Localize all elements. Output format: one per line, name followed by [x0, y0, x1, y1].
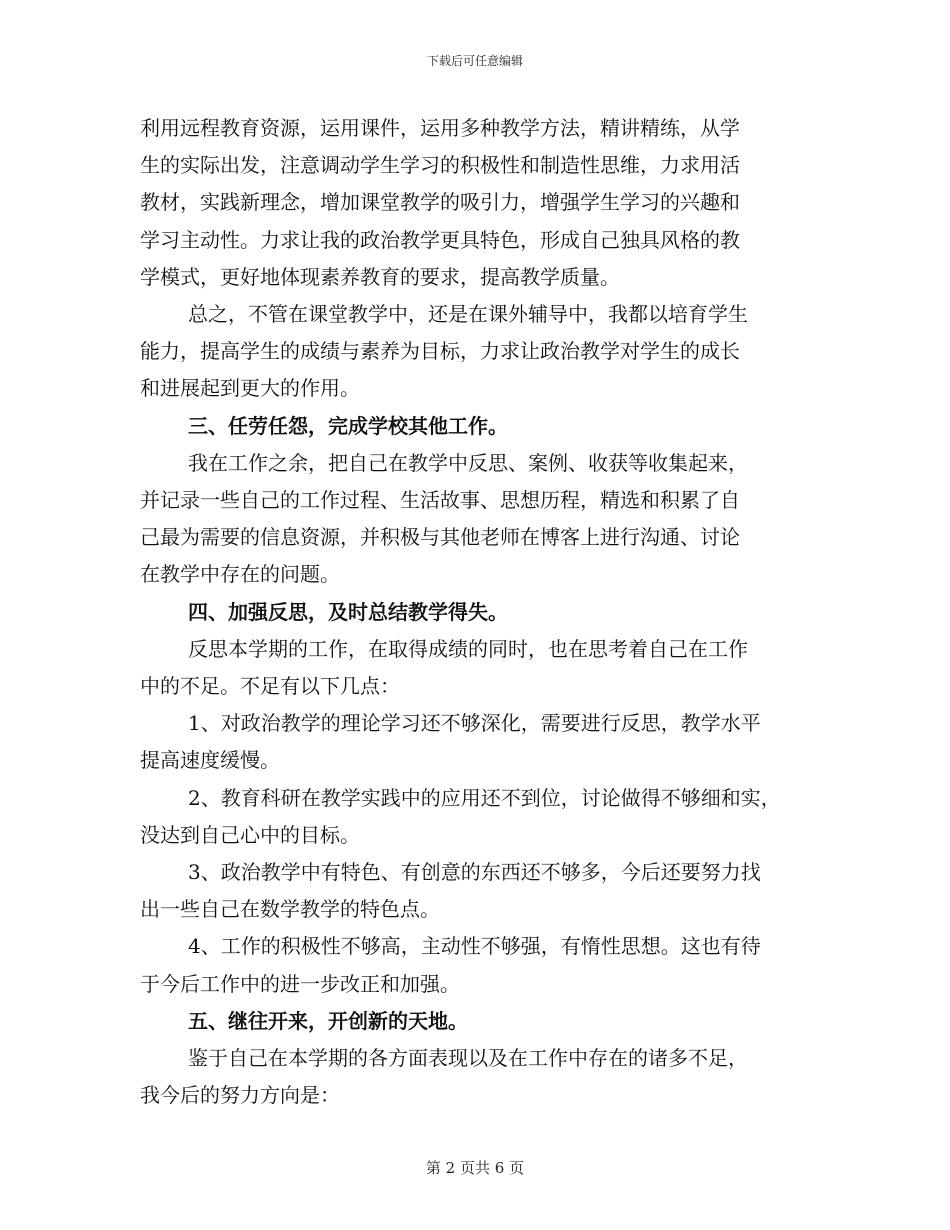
text-line: 己最为需要的信息资源，并积极与其他老师在博客上进行沟通、讨论: [140, 525, 740, 550]
list-item: [140, 928, 800, 1002]
text-line: 4、工作的积极性不够高，主动性不够强，有惰性思想。这也有待: [188, 934, 761, 959]
text-line: 鉴于自己在本学期的各方面表现以及在工作中存在的诸多不足，: [188, 1046, 748, 1071]
text-line: 出一些自己在数学教学的特色点。: [140, 897, 440, 922]
text-line: 生的实际出发，注意调动学生学习的积极性和制造性思维，力求用活: [140, 153, 740, 178]
text-line: 能力，提高学生的成绩与素养为目标，力求让政治教学对学生的成长: [140, 339, 740, 364]
document-body: [140, 110, 800, 1114]
text-line: 3、政治教学中有特色、有创意的东西还不够多，今后还要努力找: [188, 860, 761, 885]
list-item: [140, 780, 800, 854]
paragraph: [140, 296, 800, 408]
text-line: 在教学中存在的问题。: [140, 562, 340, 587]
paragraph: [140, 110, 800, 296]
heading-text: 三、任劳任怨，完成学校其他工作。: [188, 413, 508, 438]
section-heading: [140, 594, 800, 631]
list-item: [140, 705, 800, 779]
list-item: [140, 854, 800, 928]
text-line: 利用远程教育资源，运用课件，运用多种教学方法，精讲精练，从学: [140, 116, 740, 140]
text-line: 教材，实践新理念，增加课堂教学的吸引力，增强学生学习的兴趣和: [140, 190, 740, 215]
page-header: 下载后可任意编辑: [426, 54, 523, 68]
section-heading: [140, 408, 800, 445]
text-line: 于今后工作中的进一步改正和加强。: [140, 971, 460, 996]
heading-text: 五、继往开来，开创新的天地。: [188, 1008, 468, 1033]
text-line: 并记录一些自己的工作过程、生活故事、思想历程，精选和积累了自: [140, 488, 740, 513]
text-line: 1、对政治教学的理论学习还不够深化，需要进行反思，教学水平: [188, 711, 761, 736]
text-line: 和进展起到更大的作用。: [140, 376, 360, 401]
text-line: 总之，不管在课堂教学中，还是在课外辅导中，我都以培育学生: [188, 302, 748, 327]
text-line: 中的不足。不足有以下几点：: [140, 674, 400, 699]
page-footer: 第 2 页共 6 页: [425, 1159, 525, 1177]
paragraph: [140, 1040, 800, 1114]
text-line: 我今后的努力方向是：: [140, 1083, 340, 1108]
text-line: 我在工作之余，把自己在教学中反思、案例、收获等收集起来，: [188, 450, 748, 475]
section-heading: [140, 1003, 800, 1040]
paragraph: [140, 631, 800, 705]
text-line: 没达到自己心中的目标。: [140, 822, 360, 847]
text-line: 反思本学期的工作，在取得成绩的同时，也在思考着自己在工作: [188, 636, 748, 661]
text-line: 提高速度缓慢。: [140, 748, 280, 773]
text-line: 2、教育科研在教学实践中的应用还不到位，讨论做得不够细和实，: [188, 785, 781, 810]
text-line: 学习主动性。力求让我的政治教学更具特色，形成自己独具风格的教: [140, 227, 740, 252]
text-line: 学模式，更好地体现素养教育的要求，提高教学质量。: [140, 264, 620, 289]
paragraph: [140, 445, 800, 594]
heading-text: 四、加强反思，及时总结教学得失。: [188, 599, 508, 624]
